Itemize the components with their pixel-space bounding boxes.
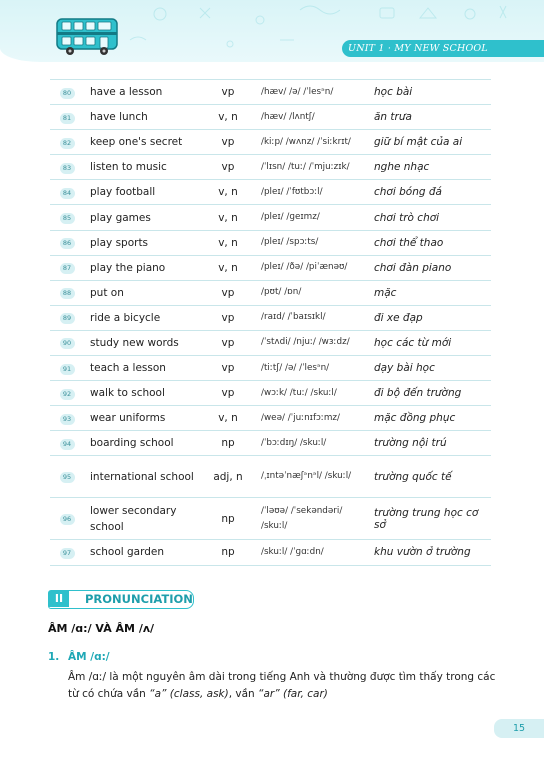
phonetic-transcription-cell: /pleɪ/ /ˈfʊtbɔːl/ (261, 180, 371, 205)
phonetic-transcription-cell: /pleɪ/ /ɡeɪmz/ (261, 205, 371, 230)
row-number-badge: 81 (60, 113, 75, 124)
table-row (50, 356, 491, 381)
row-number-badge: 90 (60, 338, 75, 349)
vocab-word-cell: keep one's secret (84, 130, 195, 155)
vocabulary-table-body (50, 80, 491, 566)
word-type-cell: v, n (195, 180, 261, 205)
row-number-cell (50, 205, 84, 230)
table-row (50, 230, 491, 255)
vocab-word-cell: international school (84, 456, 195, 498)
vietnamese-meaning-cell: học bài (371, 80, 491, 105)
vietnamese-meaning-cell: chơi đàn piano (371, 255, 491, 280)
row-number-cell (50, 498, 84, 540)
section-title: PRONUNCIATION (85, 592, 193, 606)
word-type-cell: vp (195, 381, 261, 406)
vietnamese-meaning-cell: đi bộ đến trường (371, 381, 491, 406)
point-number: 1. (48, 651, 60, 663)
table-row (50, 80, 491, 105)
row-number-badge: 86 (60, 238, 75, 249)
row-number-badge: 83 (60, 163, 75, 174)
table-row (50, 406, 491, 431)
word-type-cell: vp (195, 130, 261, 155)
pronunciation-body-text: Âm /ɑː/ là một nguyên âm dài trong tiếng Anh và thường được tìm thấy trong các từ có chứa vần “a” (class, ask), vần “ar” (far, car) (68, 671, 496, 700)
word-type-cell: vp (195, 80, 261, 105)
row-number-cell (50, 130, 84, 155)
row-number-cell (50, 80, 84, 105)
row-number-badge: 92 (60, 389, 75, 400)
page-number: 15 (494, 719, 544, 738)
word-type-cell: vp (195, 280, 261, 305)
table-row (50, 205, 491, 230)
row-number-cell (50, 381, 84, 406)
vocabulary-table (50, 79, 491, 566)
table-row (50, 130, 491, 155)
table-row (50, 105, 491, 130)
table-row (50, 280, 491, 305)
word-type-cell: adj, n (195, 456, 261, 498)
vietnamese-meaning-cell: mặc (371, 280, 491, 305)
table-row (50, 456, 491, 498)
vietnamese-meaning-cell: học các từ mới (371, 330, 491, 355)
vietnamese-meaning-cell: trường nội trú (371, 431, 491, 456)
row-number-badge: 85 (60, 213, 75, 224)
vietnamese-meaning-cell: trường trung học cơ sở (371, 498, 491, 540)
table-row (50, 180, 491, 205)
vietnamese-meaning-cell: đi xe đạp (371, 305, 491, 330)
row-number-badge: 80 (60, 88, 75, 99)
phonetic-transcription-cell: /ˈbɔːdɪŋ/ /skuːl/ (261, 431, 371, 456)
phonetic-transcription-cell: /ˈlɪsn/ /tuː/ /ˈmjuːzɪk/ (261, 155, 371, 180)
word-type-cell: vp (195, 305, 261, 330)
word-type-cell: v, n (195, 255, 261, 280)
row-number-badge: 88 (60, 288, 75, 299)
phonetic-transcription-cell: /hæv/ /lʌntʃ/ (261, 105, 371, 130)
vocab-word-cell: boarding school (84, 431, 195, 456)
point-title: ÂM /ɑ:/ (68, 651, 110, 663)
vietnamese-meaning-cell: trường quốc tế (371, 456, 491, 498)
row-number-cell (50, 356, 84, 381)
row-number-cell (50, 540, 84, 565)
vocab-word-cell: have a lesson (84, 80, 195, 105)
row-number-cell (50, 456, 84, 498)
word-type-cell: np (195, 540, 261, 565)
section-number: II (49, 591, 69, 607)
phonetic-transcription-cell: /hæv/ /ə/ /ˈlesᵊn/ (261, 80, 371, 105)
bus-icon (55, 17, 119, 57)
row-number-badge: 87 (60, 263, 75, 274)
vietnamese-meaning-cell: chơi trò chơi (371, 205, 491, 230)
phonetic-transcription-cell: /weə/ /ˈjuːnɪfɔːmz/ (261, 406, 371, 431)
row-number-cell (50, 105, 84, 130)
row-number-badge: 82 (60, 138, 75, 149)
row-number-cell (50, 305, 84, 330)
phonetic-transcription-cell: /pleɪ/ /spɔːts/ (261, 230, 371, 255)
vocab-word-cell: study new words (84, 330, 195, 355)
row-number-badge: 84 (60, 188, 75, 199)
unit-label: UNIT 1 · MY NEW SCHOOL (342, 40, 544, 57)
row-number-badge: 91 (60, 364, 75, 375)
vocab-word-cell: wear uniforms (84, 406, 195, 431)
word-type-cell: vp (195, 356, 261, 381)
row-number-badge: 97 (60, 548, 75, 559)
word-type-cell: vp (195, 155, 261, 180)
row-number-badge: 94 (60, 439, 75, 450)
vietnamese-meaning-cell: dạy bài học (371, 356, 491, 381)
vietnamese-meaning-cell: chơi thể thao (371, 230, 491, 255)
row-number-badge: 96 (60, 514, 75, 525)
vietnamese-meaning-cell: ăn trưa (371, 105, 491, 130)
phonetic-transcription-cell: /kiːp/ /wʌnz/ /ˈsiːkrɪt/ (261, 130, 371, 155)
phonetic-transcription-cell: /ˈstʌdi/ /njuː/ /wɜːdz/ (261, 330, 371, 355)
vocab-word-cell: ride a bicycle (84, 305, 195, 330)
row-number-cell (50, 406, 84, 431)
vocab-word-cell: put on (84, 280, 195, 305)
row-number-badge: 89 (60, 313, 75, 324)
vietnamese-meaning-cell: giữ bí mật của ai (371, 130, 491, 155)
vocab-word-cell: walk to school (84, 381, 195, 406)
row-number-cell (50, 230, 84, 255)
vietnamese-meaning-cell: chơi bóng đá (371, 180, 491, 205)
table-row (50, 155, 491, 180)
row-number-cell (50, 330, 84, 355)
row-number-cell (50, 280, 84, 305)
word-type-cell: v, n (195, 105, 261, 130)
word-type-cell: v, n (195, 406, 261, 431)
phonetic-transcription-cell: /skuːl/ /ˈɡɑːdn/ (261, 540, 371, 565)
phonetic-transcription-cell: /tiːtʃ/ /ə/ /ˈlesᵊn/ (261, 356, 371, 381)
table-row (50, 431, 491, 456)
phonetic-transcription-cell: /ˌɪntəˈnæʃᵊnᵊl/ /skuːl/ (261, 456, 371, 498)
vocab-word-cell: play sports (84, 230, 195, 255)
phonetic-transcription-cell: /pleɪ/ /ðə/ /piˈænəʊ/ (261, 255, 371, 280)
table-row (50, 540, 491, 565)
vocab-word-cell: play games (84, 205, 195, 230)
vietnamese-meaning-cell: mặc đồng phục (371, 406, 491, 431)
word-type-cell: np (195, 431, 261, 456)
table-row (50, 255, 491, 280)
table-row (50, 305, 491, 330)
row-number-cell (50, 255, 84, 280)
phonetic-transcription-cell: /raɪd/ /ˈbaɪsɪkl/ (261, 305, 371, 330)
vocab-word-cell: have lunch (84, 105, 195, 130)
vocab-word-cell: listen to music (84, 155, 195, 180)
vocab-word-cell: play the piano (84, 255, 195, 280)
pronunciation-heading: ÂM /ɑ:/ VÀ ÂM /ʌ/ (48, 622, 155, 635)
word-type-cell: v, n (195, 230, 261, 255)
row-number-cell (50, 431, 84, 456)
phonetic-transcription-cell: /pʊt/ /ɒn/ (261, 280, 371, 305)
vietnamese-meaning-cell: nghe nhạc (371, 155, 491, 180)
row-number-cell (50, 155, 84, 180)
table-row (50, 498, 491, 540)
vocab-word-cell: teach a lesson (84, 356, 195, 381)
table-row (50, 381, 491, 406)
section-heading-pronunciation (48, 590, 194, 609)
row-number-cell (50, 180, 84, 205)
row-number-badge: 93 (60, 414, 75, 425)
word-type-cell: np (195, 498, 261, 540)
word-type-cell: v, n (195, 205, 261, 230)
word-type-cell: vp (195, 330, 261, 355)
table-row (50, 330, 491, 355)
vocab-word-cell: school garden (84, 540, 195, 565)
phonetic-transcription-cell: /ˈləʊə/ /ˈsekəndəri/ /skuːl/ (261, 498, 371, 540)
phonetic-transcription-cell: /wɔːk/ /tuː/ /skuːl/ (261, 381, 371, 406)
vocab-word-cell: play football (84, 180, 195, 205)
row-number-badge: 95 (60, 472, 75, 483)
vietnamese-meaning-cell: khu vườn ở trường (371, 540, 491, 565)
vocab-word-cell: lower secondary school (84, 498, 195, 540)
